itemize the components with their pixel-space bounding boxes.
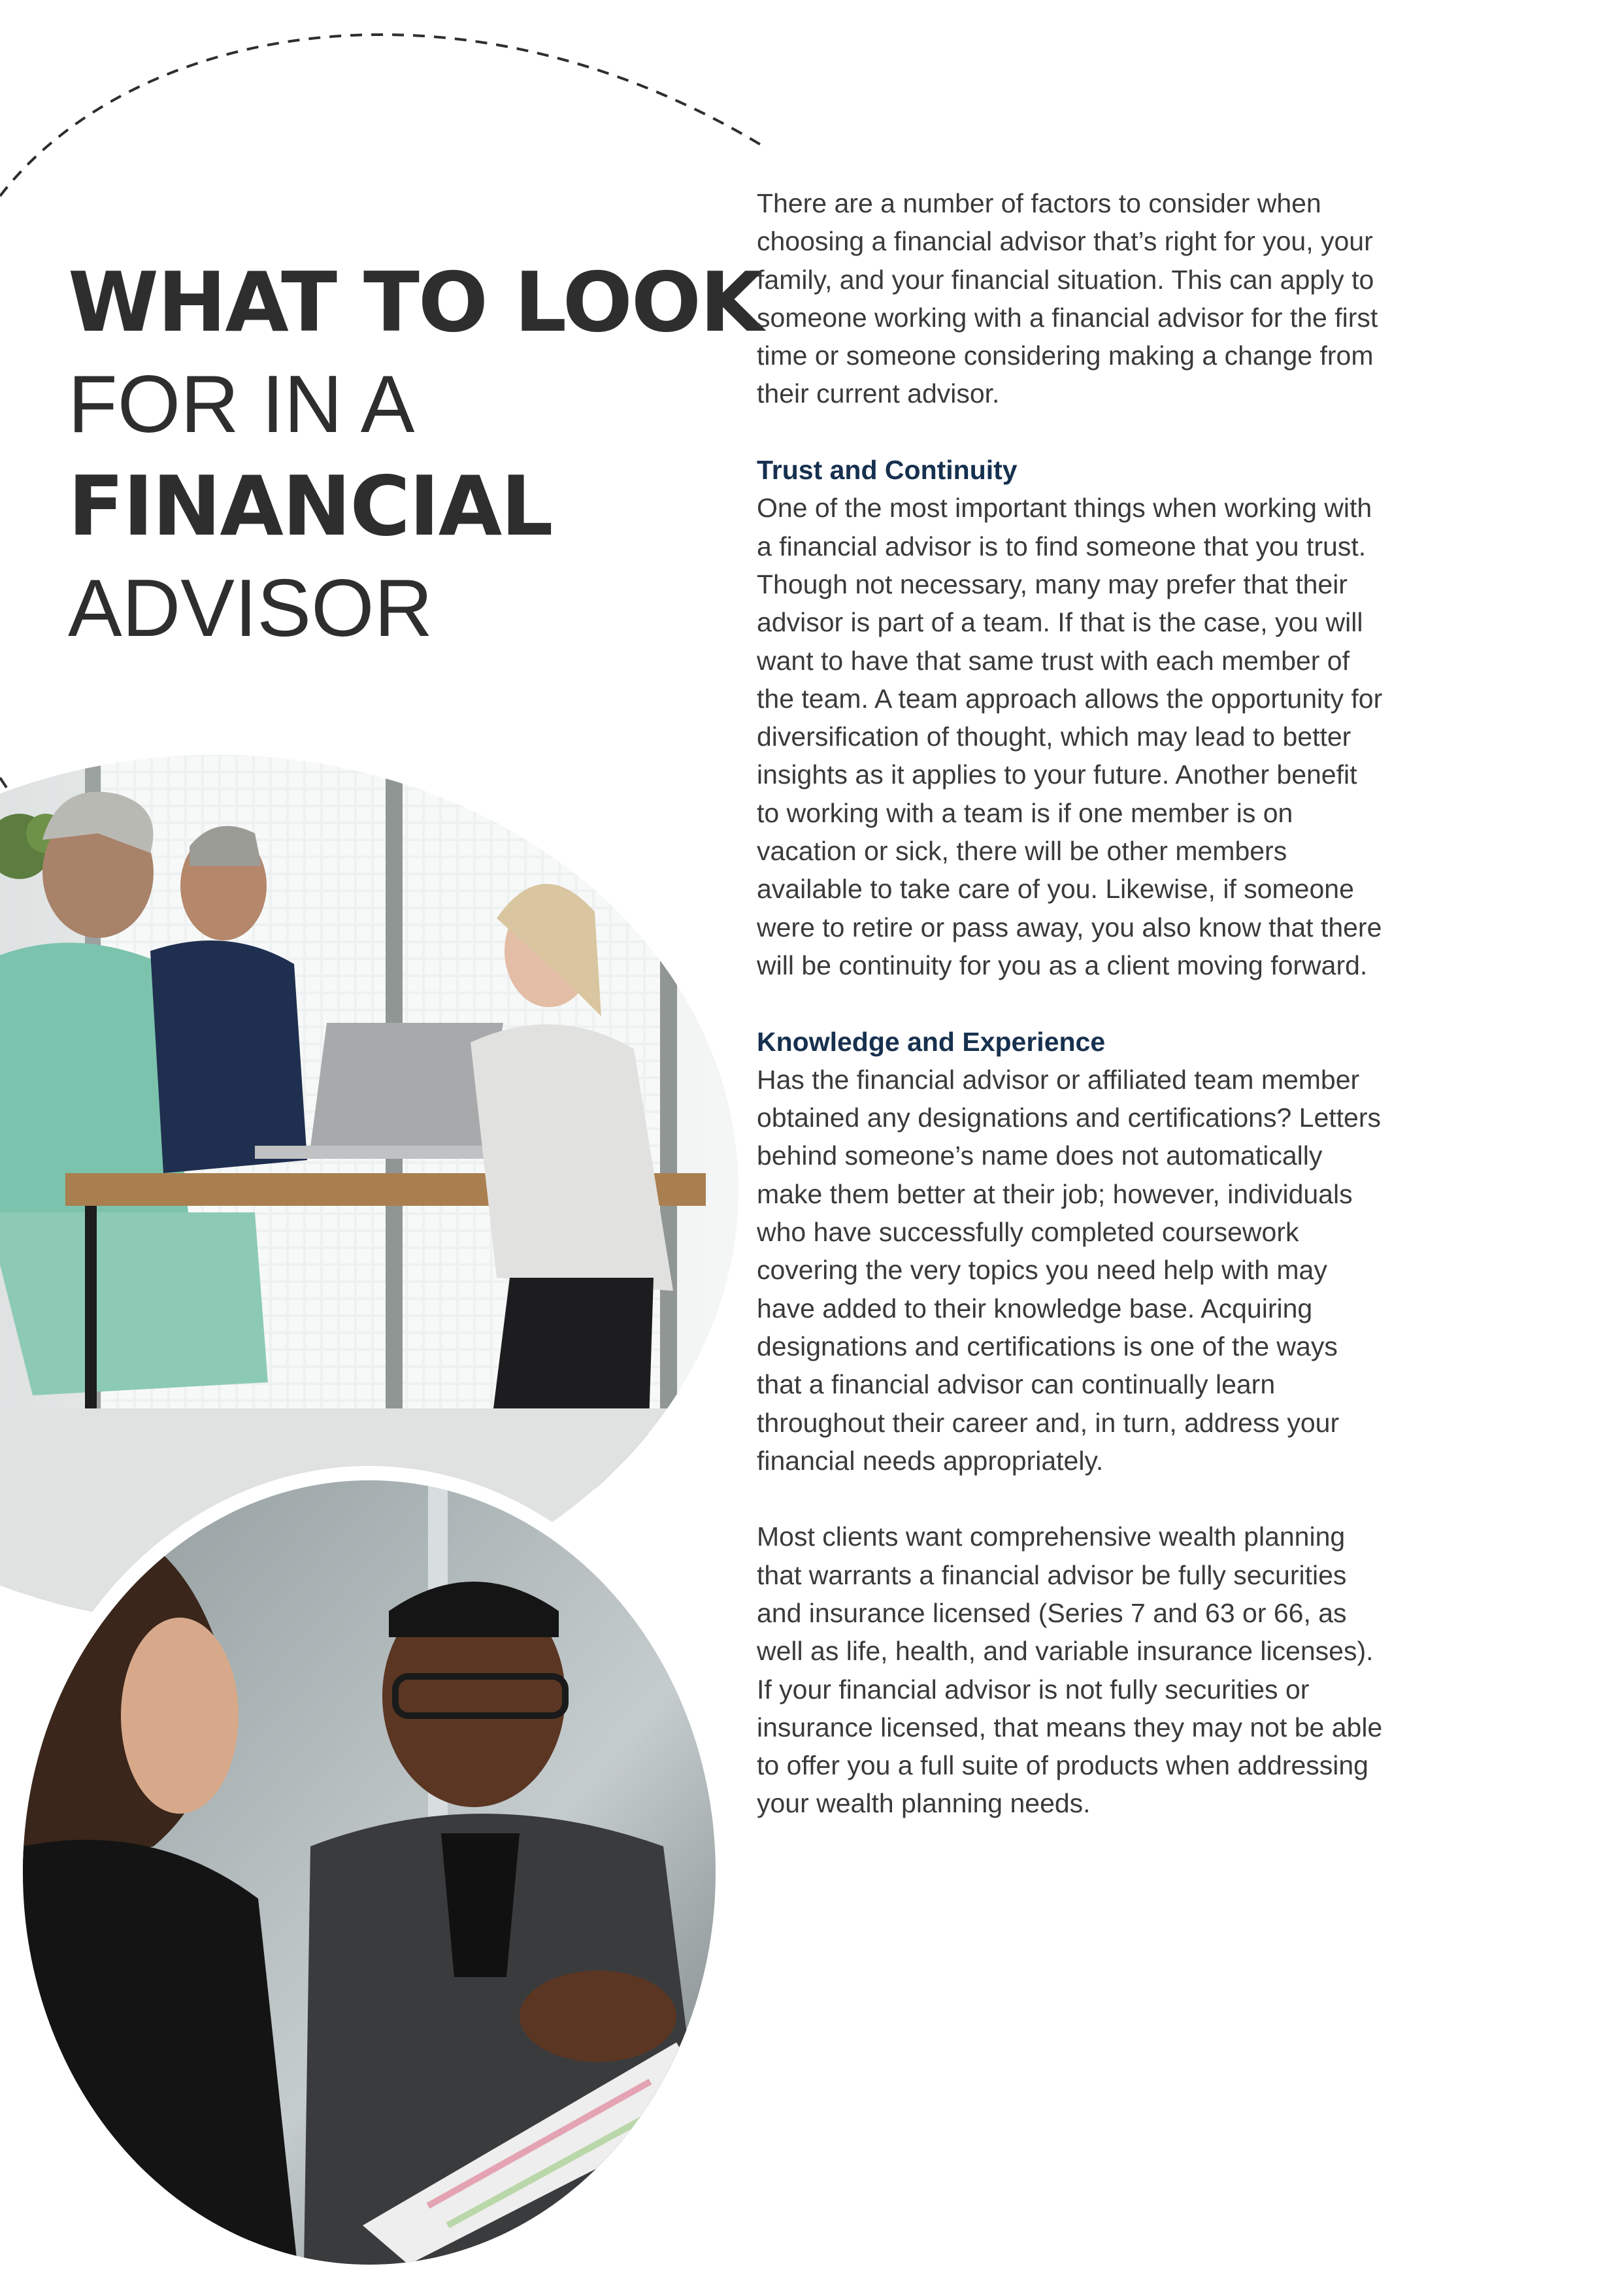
- page-title: [68, 252, 763, 659]
- advisor-review-photo: [8, 1466, 730, 2279]
- section-heading-trust: Trust and Continuity: [757, 455, 1018, 486]
- title-line-1: WHAT TO LOOK: [68, 254, 763, 350]
- section-text-knowledge: Has the financial advisor or affiliated team member obtained any designations and certifications? Letters behind someone’s name does not automatically make them better at their job; however, individuals who have successfully completed coursework covering the very topics you need help with may have added to their knowledge base. Acquiring designations and certifications is one of the ways that a financial advisor can continually learn throughout their career and, in turn, address your financial needs appropriately.: [757, 1064, 1382, 1476]
- section-text-trust: One of the most important things when working with a financial advisor is to find someone that you trust. Though not necessary, many may prefer that their advisor is part of a team. If that is the case, you will want to have that same trust with each member of the team. A team approach allows the opportunity for diversification of thought, which may lead to better insights as it applies to your future. Another benefit to working with a team is if one member is on vacation or sick, there will be other members available to take care of you. Likewise, if someone were to retire or pass away, you also know that there will be continuity for you as a client moving forward.: [757, 493, 1383, 980]
- title-line-4: ADVISOR: [68, 563, 433, 654]
- title-line-3: FINANCIAL: [68, 458, 552, 554]
- article-body: [757, 184, 1384, 1861]
- intro-paragraph: There are a number of factors to consider when choosing a financial advisor that’s right for you, your family, and your financial situation. This can apply to someone working with a financial advisor for the first time or someone considering making a change from their current advisor.: [757, 188, 1378, 409]
- section-heading-knowledge: Knowledge and Experience: [757, 1026, 1106, 1057]
- closing-paragraph: Most clients want comprehensive wealth planning that warrants a financial advisor be fully securities and insurance licensed (Series 7 and 63 or 66, as well as life, health, and variable insurance licenses). If your financial advisor is not fully securities or insurance licensed, that means they may not be able to offer you a full suite of products when addressing your wealth planning needs.: [757, 1522, 1383, 1819]
- title-line-2: FOR IN A: [68, 359, 415, 450]
